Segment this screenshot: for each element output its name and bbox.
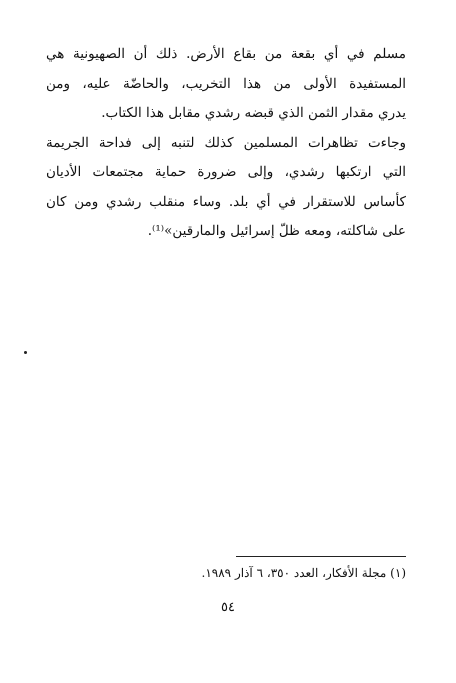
- footnote-separator: [236, 556, 406, 557]
- text-line: المستفيدة الأولى من هذا التخريب، والحاضّة عليه، ومن: [46, 75, 406, 92]
- text-line: يدري مقدار الثمن الذي قبضه رشدي مقابل هذا الكتاب.: [101, 105, 406, 121]
- text-line: وجاءت تظاهرات المسلمين كذلك لتنبه إلى فداحة الجريمة: [46, 134, 406, 151]
- scan-speck: [24, 351, 27, 354]
- body-paragraph: [46, 40, 406, 247]
- text-line: كأساس للاستقرار في أي بلد. وساء منقلب رشدي ومن كان: [46, 193, 406, 210]
- text-line: مسلم في أي بقعة من بقاع الأرض. ذلك أن الصهيونية هي: [46, 46, 406, 62]
- footnote: (١) مجلة الأفكار، العدد ٣٥٠، ٦ آذار ١٩٨٩.: [201, 566, 406, 580]
- text-line: التي ارتكبها رشدي، وإلى ضرورة حماية مجتمعات الأديان: [46, 164, 406, 180]
- text-line: على شاكلته، ومعه ظلّ إسرائيل والمارقين»⁽¹⁾.: [147, 223, 406, 239]
- page-number: ٥٤: [221, 600, 235, 615]
